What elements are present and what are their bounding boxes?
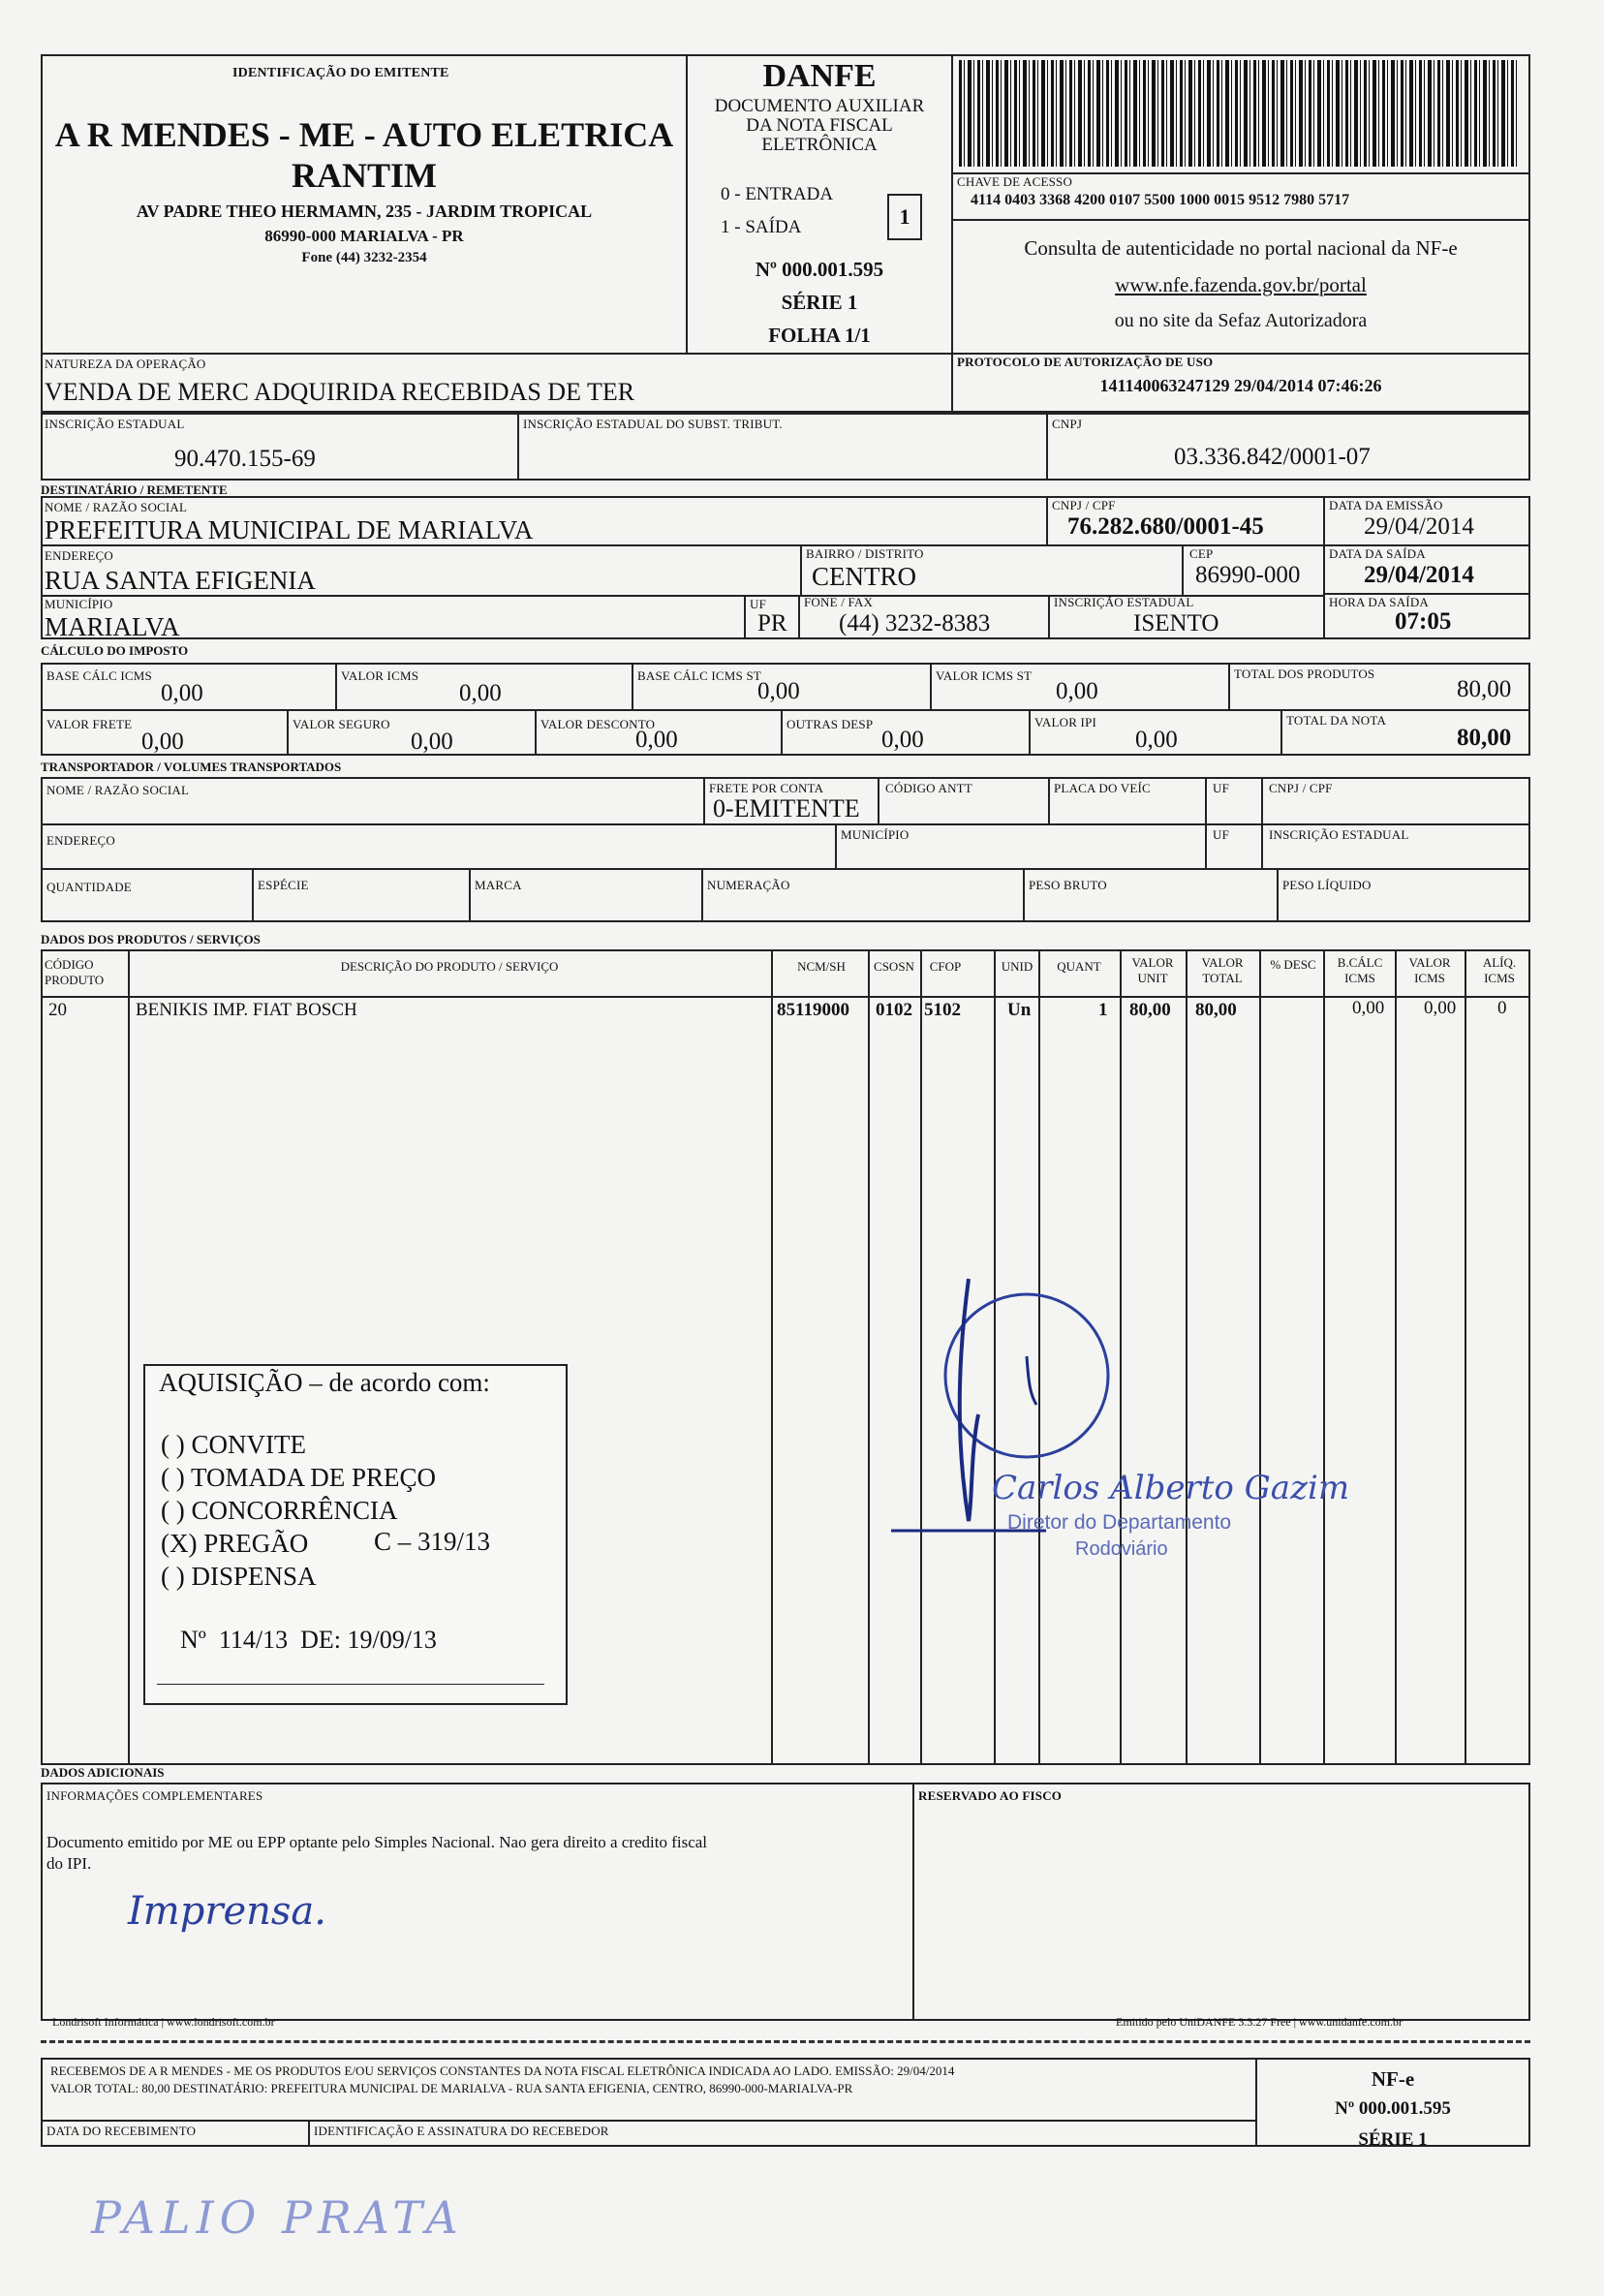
natureza-value: VENDA DE MERC ADQUIRIDA RECEBIDAS DE TER xyxy=(45,378,635,406)
stamp-pregao-ref: C – 319/13 xyxy=(374,1527,491,1556)
info-label: INFORMAÇÕES COMPLEMENTARES xyxy=(46,1788,263,1803)
adicionais-section-label: DADOS ADICIONAIS xyxy=(41,1765,165,1780)
cell-quant: 1 xyxy=(1098,1000,1108,1020)
ie-st-label: INSCRIÇÃO ESTADUAL DO SUBST. TRIBUT. xyxy=(523,417,783,431)
stamp-title: AQUISIÇÃO – de acordo com: xyxy=(159,1368,490,1397)
th-ncm: NCM/SH xyxy=(797,959,846,974)
dest-cep: 86990-000 xyxy=(1195,562,1301,588)
dest-cep-label: CEP xyxy=(1189,546,1214,561)
dest-endereco-label: ENDEREÇO xyxy=(45,548,113,563)
canhoto-nfe: NF-e xyxy=(1371,2067,1415,2091)
transp-antt-label: CÓDIGO ANTT xyxy=(885,781,972,795)
cell-descricao: BENIKIS IMP. FIAT BOSCH xyxy=(136,1000,357,1020)
canhoto-text1: RECEBEMOS DE A R MENDES - ME OS PRODUTOS E/OU SERVIÇOS CONSTANTES DA NOTA FISCAL ELETRÔNICA INDICADA AO LADO. EMISSÃO: 29/04/2014 xyxy=(50,2063,955,2078)
ipi-label: VALOR IPI xyxy=(1034,715,1097,729)
signature-role1: Diretor do Departamento xyxy=(1007,1511,1232,1534)
barcode-image xyxy=(959,60,1519,167)
th-codigo: CÓDIGO PRODUTO xyxy=(45,957,105,987)
imposto-section-label: CÁLCULO DO IMPOSTO xyxy=(41,643,189,658)
table-column-divider xyxy=(771,949,773,1765)
canhoto-data-label: DATA DO RECEBIMENTO xyxy=(46,2124,197,2138)
th-descricao: DESCRIÇÃO DO PRODUTO / SERVIÇO xyxy=(340,959,559,974)
th-csosn: CSOSN xyxy=(874,959,914,974)
frete-label: VALOR FRETE xyxy=(46,717,133,731)
chave-consulta1: Consulta de autenticidade no portal nacional da NF-e xyxy=(1024,236,1458,260)
seguro-label: VALOR SEGURO xyxy=(293,717,390,731)
transp-qtd-label: QUANTIDADE xyxy=(46,880,132,894)
transp-frete: 0-EMITENTE xyxy=(713,794,860,822)
cell-valor-icms: 0,00 xyxy=(1424,998,1457,1018)
transp-ie-label: INSCRIÇÃO ESTADUAL xyxy=(1269,827,1409,842)
chave-value[interactable]: 4114 0403 3368 4200 0107 5500 1000 0015 9512 7980 5717 xyxy=(971,192,1350,208)
dest-nome-label: NOME / RAZÃO SOCIAL xyxy=(45,500,188,514)
stamp-option-tomada: ( ) TOMADA DE PREÇO xyxy=(161,1463,437,1492)
footer-right: Emitido pelo UniDANFE 3.3.27 Free | www.unidanfe.com.br xyxy=(1116,2015,1403,2029)
stamp-numero: Nº 114/13 DE: 19/09/13 xyxy=(180,1626,437,1654)
desconto: 0,00 xyxy=(635,727,678,753)
danfe-numero: Nº 000.001.595 xyxy=(755,258,884,281)
danfe-sub1: DOCUMENTO AUXILIAR xyxy=(714,96,925,116)
dest-emissao: 29/04/2014 xyxy=(1364,513,1474,540)
dest-emissao-label: DATA DA EMISSÃO xyxy=(1329,498,1443,512)
canhoto-serie: SÉRIE 1 xyxy=(1358,2129,1428,2150)
table-column-divider xyxy=(1323,949,1325,1765)
frete: 0,00 xyxy=(141,729,184,755)
dest-hora-label: HORA DA SAÍDA xyxy=(1329,595,1430,609)
th-bcalc-icms: B.CÁLC ICMS xyxy=(1337,955,1383,985)
stamp-option-concorrencia: ( ) CONCORRÊNCIA xyxy=(161,1496,398,1525)
ie-label: INSCRIÇÃO ESTADUAL xyxy=(45,417,185,431)
cell-csosn: 0102 xyxy=(876,1000,912,1020)
dest-municipio: MARIALVA xyxy=(45,612,180,641)
emitente-phone: Fone (44) 3232-2354 xyxy=(301,250,427,265)
danfe-sub2: DA NOTA FISCAL xyxy=(746,115,893,136)
th-valor-unit: VALOR UNIT xyxy=(1131,955,1174,985)
transp-placa-label: PLACA DO VEÍC xyxy=(1054,781,1151,795)
danfe-title: DANFE xyxy=(762,58,877,94)
danfe-saida: 1 - SAÍDA xyxy=(721,217,802,237)
canhoto-numero: Nº 000.001.595 xyxy=(1335,2098,1451,2119)
dest-municipio-label: MUNICÍPIO xyxy=(45,597,113,611)
table-column-divider xyxy=(868,949,870,1765)
outras: 0,00 xyxy=(881,727,924,753)
base-st: 0,00 xyxy=(757,678,800,704)
cnpj-label: CNPJ xyxy=(1052,417,1083,431)
emitente-city: 86990-000 MARIALVA - PR xyxy=(264,227,464,245)
cell-aliq-icms: 0 xyxy=(1497,998,1507,1018)
stamp-option-convite: ( ) CONVITE xyxy=(161,1430,306,1459)
signature-role2: Rodoviário xyxy=(1075,1538,1168,1560)
table-column-divider xyxy=(1395,949,1397,1765)
cell-valor-total: 80,00 xyxy=(1195,1000,1237,1020)
cell-ncm: 85119000 xyxy=(777,1000,849,1020)
transp-numeracao-label: NUMERAÇÃO xyxy=(707,878,790,892)
transp-liquido-label: PESO LÍQUIDO xyxy=(1282,878,1372,892)
danfe-tipo-box: 1 xyxy=(887,194,922,240)
dest-ie-label: INSCRIÇÃO ESTADUAL xyxy=(1054,595,1194,609)
ipi: 0,00 xyxy=(1135,727,1178,753)
th-valor-icms: VALOR ICMS xyxy=(1408,955,1451,985)
transp-marca-label: MARCA xyxy=(475,878,522,892)
dest-ie: ISENTO xyxy=(1133,610,1219,636)
emitente-section-label: IDENTIFICAÇÃO DO EMITENTE xyxy=(232,66,449,80)
th-valor-total: VALOR TOTAL xyxy=(1201,955,1244,985)
dest-cnpj-label: CNPJ / CPF xyxy=(1052,498,1116,512)
info-text2: do IPI. xyxy=(46,1854,92,1873)
base-st-label: BASE CÁLC ICMS ST xyxy=(637,668,762,683)
dest-saida: 29/04/2014 xyxy=(1364,562,1474,588)
stamp-option-dispensa: ( ) DISPENSA xyxy=(161,1562,317,1591)
dest-endereco: RUA SANTA EFIGENIA xyxy=(45,566,316,595)
th-unid: UNID xyxy=(1001,959,1033,974)
seguro: 0,00 xyxy=(411,729,453,755)
dest-fone: (44) 3232-8383 xyxy=(839,610,991,636)
th-desc: % DESC xyxy=(1270,957,1316,972)
transp-especie-label: ESPÉCIE xyxy=(258,878,309,892)
dest-cnpj: 76.282.680/0001-45 xyxy=(1067,513,1264,540)
transp-bruto-label: PESO BRUTO xyxy=(1029,878,1107,892)
emitente-address: AV PADRE THEO HERMAMN, 235 - JARDIM TROPICAL xyxy=(136,202,593,221)
natureza-label: NATUREZA DA OPERAÇÃO xyxy=(45,357,206,371)
danfe-sub3: ELETRÔNICA xyxy=(761,135,878,155)
desconto-label: VALOR DESCONTO xyxy=(540,717,656,731)
handwritten-note: Imprensa. xyxy=(128,1889,326,1934)
emitente-name-line1: A R MENDES - ME - AUTO ELETRICA xyxy=(54,115,674,154)
signature-name: Carlos Alberto Gazim xyxy=(992,1469,1350,1507)
th-cfop: CFOP xyxy=(929,959,962,974)
canhoto-text2: VALOR TOTAL: 80,00 DESTINATÁRIO: PREFEITURA MUNICIPAL DE MARIALVA - RUA SANTA EFIGENIA, CENTRO, 86990-000-MARIALVA-PR xyxy=(50,2081,853,2095)
transp-municipio-label: MUNICÍPIO xyxy=(841,827,910,842)
dest-fone-label: FONE / FAX xyxy=(804,595,874,609)
total-nota-label: TOTAL DA NOTA xyxy=(1286,713,1387,728)
valor-st-label: VALOR ICMS ST xyxy=(936,668,1033,683)
chave-consulta3: ou no site da Sefaz Autorizadora xyxy=(1114,310,1368,331)
outras-label: OUTRAS DESP xyxy=(787,717,874,731)
valor-st: 0,00 xyxy=(1056,678,1098,704)
total-nota: 80,00 xyxy=(1457,725,1512,751)
th-quant: QUANT xyxy=(1057,959,1101,974)
chave-consulta-link[interactable]: www.nfe.fazenda.gov.br/portal xyxy=(1115,273,1367,296)
dest-nome: PREFEITURA MUNICIPAL DE MARIALVA xyxy=(45,515,534,544)
dest-uf: PR xyxy=(757,610,787,636)
base-icms-label: BASE CÁLC ICMS xyxy=(46,668,152,683)
cut-line xyxy=(41,2040,1530,2043)
danfe-folha: FOLHA 1/1 xyxy=(768,324,871,347)
valor-icms: 0,00 xyxy=(459,680,502,706)
total-prod-label: TOTAL DOS PRODUTOS xyxy=(1234,667,1375,681)
transp-section-label: TRANSPORTADOR / VOLUMES TRANSPORTADOS xyxy=(41,760,342,774)
fisco-box xyxy=(912,1783,1530,2021)
transp-nome-label: NOME / RAZÃO SOCIAL xyxy=(46,783,190,797)
base-icms: 0,00 xyxy=(161,680,203,706)
fisco-label: RESERVADO AO FISCO xyxy=(918,1788,1063,1803)
danfe-serie: SÉRIE 1 xyxy=(781,291,858,314)
dest-uf-label: UF xyxy=(750,597,767,611)
transp-cnpj-label: CNPJ / CPF xyxy=(1269,781,1333,795)
stamp-option-pregao: (X) PREGÃO xyxy=(161,1529,309,1558)
dest-bairro: CENTRO xyxy=(812,562,916,591)
emitente-name xyxy=(41,114,688,196)
dest-section-label: DESTINATÁRIO / REMETENTE xyxy=(41,482,228,497)
ie-value: 90.470.155-69 xyxy=(174,446,316,472)
protocolo-label: PROTOCOLO DE AUTORIZAÇÃO DE USO xyxy=(957,355,1214,369)
bottom-handwritten-note: PALIO PRATA xyxy=(91,2191,464,2244)
cell-unid: Un xyxy=(1007,1000,1032,1020)
cnpj-value: 03.336.842/0001-07 xyxy=(1174,444,1371,470)
produtos-section-label: DADOS DOS PRODUTOS / SERVIÇOS xyxy=(41,932,261,946)
protocolo-value: 141140063247129 29/04/2014 07:46:26 xyxy=(1099,376,1382,395)
transp-uf-label: UF xyxy=(1213,781,1230,795)
danfe-entrada: 0 - ENTRADA xyxy=(721,184,834,204)
info-text1: Documento emitido por ME ou EPP optante pelo Simples Nacional. Nao gera direito a credito fiscal xyxy=(46,1833,708,1851)
transp-frete-label: FRETE POR CONTA xyxy=(709,781,824,795)
table-column-divider xyxy=(128,949,130,1765)
transp-uf2-label: UF xyxy=(1213,827,1230,842)
dest-hora: 07:05 xyxy=(1395,608,1452,635)
cell-valor-unit: 80,00 xyxy=(1129,1000,1171,1020)
total-prod: 80,00 xyxy=(1457,676,1512,702)
dest-saida-label: DATA DA SAÍDA xyxy=(1329,546,1426,561)
transp-endereco-label: ENDEREÇO xyxy=(46,833,115,848)
emitente-name-line2: RANTIM xyxy=(292,156,437,195)
table-column-divider xyxy=(1465,949,1466,1765)
danfe-subtitle xyxy=(686,97,953,155)
chave-label: CHAVE DE ACESSO xyxy=(957,174,1073,189)
footer-left: Londrisoft Informática | www.londrisoft.com.br xyxy=(52,2015,275,2029)
cell-bcalc-icms: 0,00 xyxy=(1352,998,1385,1018)
valor-icms-label: VALOR ICMS xyxy=(341,668,419,683)
cell-codigo: 20 xyxy=(48,1000,67,1020)
stamp-options xyxy=(161,1428,436,1593)
dest-bairro-label: BAIRRO / DISTRITO xyxy=(806,546,924,561)
canhoto-assinatura-label: IDENTIFICAÇÃO E ASSINATURA DO RECEBEDOR xyxy=(314,2124,609,2138)
th-aliq-icms: ALÍQ. ICMS xyxy=(1482,955,1517,985)
cell-cfop: 5102 xyxy=(924,1000,961,1020)
